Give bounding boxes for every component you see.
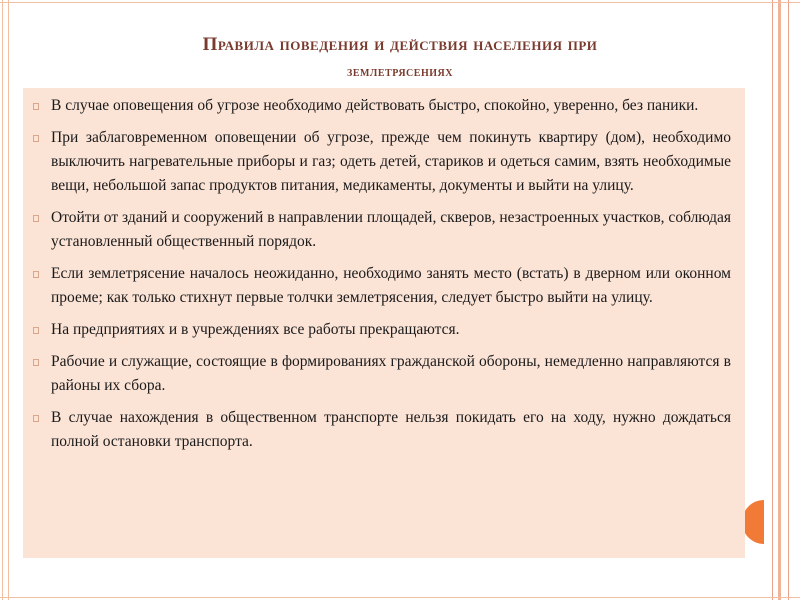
frame-line-right-inner xyxy=(772,0,773,600)
accent-semicircle xyxy=(742,500,764,544)
list-item-text: В случае нахождения в общественном транспорте нельзя покидать его на ходу, нужно дождаться полной остановки транспорта. xyxy=(51,409,731,450)
square-bullet-icon xyxy=(33,135,39,142)
list-item-text: Отойти от зданий и сооружений в направлении площадей, скверов, незастроенных участков, соблюдая установленный общественный порядок. xyxy=(51,209,731,250)
square-bullet-icon xyxy=(33,215,39,222)
frame-line-top xyxy=(0,2,800,3)
list-item-text: Если землетрясение началось неожиданно, необходимо занять место (встать) в дверном или оконном проеме; как только стихнут первые толчки землетрясения, следует быстро выйти на улицу. xyxy=(51,265,731,306)
frame-line-right-outer xyxy=(788,0,789,600)
rules-list xyxy=(33,94,731,454)
list-item xyxy=(33,94,731,118)
list-item xyxy=(33,318,731,342)
square-bullet-icon xyxy=(33,271,39,278)
list-item xyxy=(33,262,731,310)
square-bullet-icon xyxy=(33,415,39,422)
title-line-2: землетрясениях xyxy=(347,65,453,80)
list-item xyxy=(33,206,731,254)
list-item xyxy=(33,126,731,198)
title-line-1: Правила поведения и действия населения при xyxy=(202,34,598,55)
square-bullet-icon xyxy=(33,359,39,366)
content-box xyxy=(23,88,745,558)
list-item-text: На предприятиях и в учреждениях все работы прекращаются. xyxy=(51,321,460,338)
slide-title xyxy=(60,32,740,86)
list-item xyxy=(33,350,731,398)
list-item-text: В случае оповещения об угрозе необходимо действовать быстро, спокойно, уверенно, без паники. xyxy=(51,97,699,114)
list-item xyxy=(33,406,731,454)
list-item-text: При заблаговременном оповещении об угрозе, прежде чем покинуть квартиру (дом), необходимо выключить нагревательные приборы и газ; одеть детей, стариков и одеться самим, взять необходимые вещи, небольшой запас продуктов питания, медикаменты, документы и выйти на улицу. xyxy=(51,129,731,194)
frame-line-left-inner xyxy=(8,0,9,600)
list-item-text: Рабочие и служащие, состоящие в формированиях гражданской обороны, немедленно направляются в районы их сбора. xyxy=(51,353,731,394)
frame-line-bottom xyxy=(0,597,800,598)
frame-line-left-outer xyxy=(2,0,3,600)
square-bullet-icon xyxy=(33,103,39,110)
frame-line-right-middle xyxy=(778,0,781,600)
square-bullet-icon xyxy=(33,327,39,334)
